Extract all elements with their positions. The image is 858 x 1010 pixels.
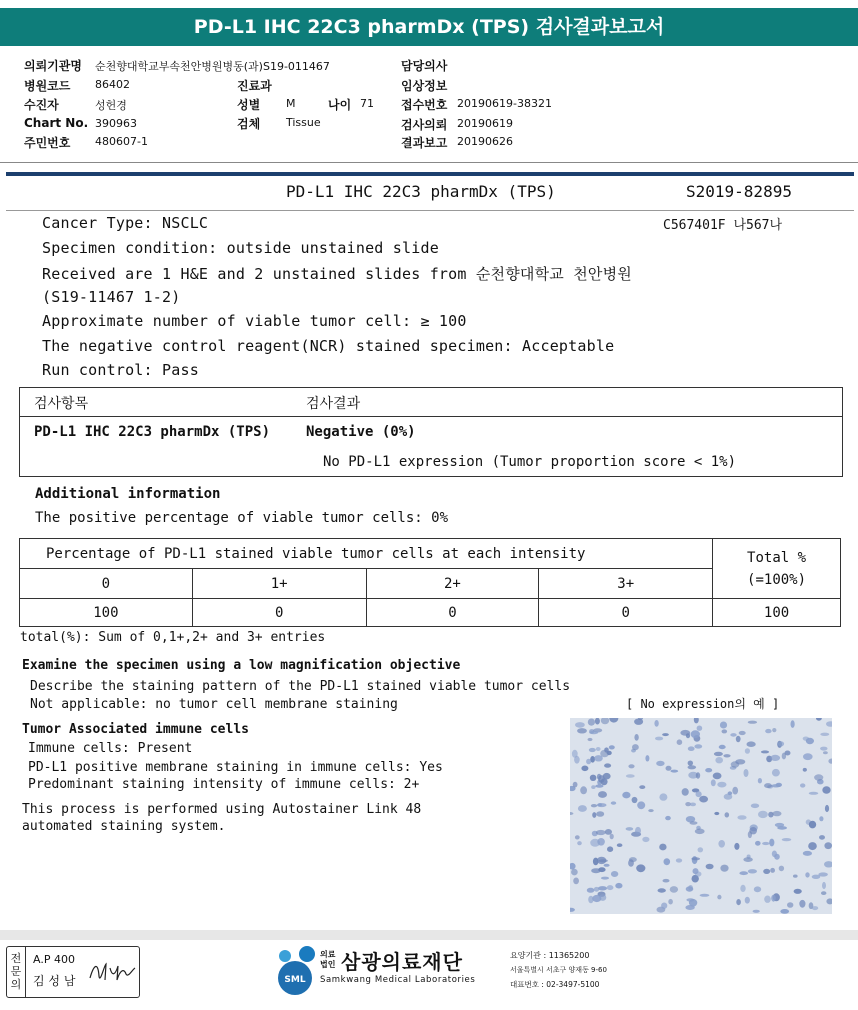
- cell-nucleus: [772, 728, 776, 732]
- cell-nucleus: [658, 888, 666, 892]
- cell-nucleus: [670, 886, 678, 893]
- immune-line: Immune cells: Present: [28, 741, 193, 756]
- cell-nucleus: [691, 730, 700, 738]
- cell-nucleus: [732, 787, 738, 795]
- cell-nucleus: [589, 731, 598, 734]
- cell-nucleus: [799, 900, 805, 908]
- cell-nucleus: [812, 875, 821, 879]
- cell-nucleus: [740, 885, 745, 892]
- intensity-header: Percentage of PD-L1 stained viable tumor cells at each intensity: [20, 539, 713, 569]
- cell-nucleus: [720, 865, 728, 872]
- cell-nucleus: [764, 896, 771, 903]
- cell-nucleus: [598, 803, 602, 806]
- cell-nucleus: [805, 872, 809, 877]
- label-resident-no: 주민번호: [24, 136, 71, 150]
- cell-nucleus: [637, 801, 645, 809]
- cell-nucleus: [635, 827, 641, 835]
- cell-nucleus: [688, 761, 693, 766]
- cell-nucleus: [596, 811, 604, 817]
- result-col-item-header: 검사항목: [34, 396, 89, 412]
- value-sex: M: [286, 97, 296, 110]
- cell-nucleus: [820, 747, 827, 751]
- label-department: 진료과: [237, 79, 272, 93]
- cell-nucleus: [611, 871, 618, 877]
- cell-nucleus: [615, 883, 622, 889]
- result-item: PD-L1 IHC 22C3 pharmDx (TPS): [34, 424, 271, 440]
- cell-nucleus: [586, 759, 591, 765]
- cell-nucleus: [632, 744, 639, 750]
- cell-nucleus: [747, 741, 756, 747]
- cell-nucleus: [778, 741, 784, 746]
- cell-nucleus: [770, 868, 775, 873]
- cell-nucleus: [668, 899, 673, 905]
- section-divider: [6, 172, 854, 176]
- divider: [19, 416, 843, 417]
- cell-nucleus: [825, 805, 829, 812]
- intensity-level: 0: [20, 569, 193, 599]
- cell-nucleus: [706, 864, 714, 870]
- report-title: PD-L1 IHC 22C3 pharmDx (TPS) 검사결과보고서: [0, 8, 858, 46]
- cell-nucleus: [697, 726, 703, 731]
- result-value: Negative (0%): [306, 424, 416, 440]
- cell-nucleus: [570, 812, 573, 815]
- cell-nucleus: [596, 747, 601, 751]
- cell-nucleus: [819, 816, 823, 821]
- cell-nucleus: [737, 815, 746, 820]
- logo-text: SML: [284, 975, 306, 985]
- cell-nucleus: [753, 910, 760, 913]
- cell-nucleus: [696, 772, 700, 778]
- cell-nucleus: [718, 840, 725, 848]
- cell-nucleus: [714, 752, 723, 756]
- cell-nucleus: [809, 821, 816, 829]
- cell-nucleus: [730, 733, 736, 737]
- immune-line: Predominant staining intensity of immune cells: 2+: [28, 777, 420, 792]
- cell-nucleus: [642, 837, 649, 842]
- cell-nucleus: [690, 803, 696, 807]
- report-line: Approximate number of viable tumor cell: ≥ 100: [42, 312, 467, 330]
- cell-nucleus: [758, 811, 768, 818]
- additional-text: The positive percentage of viable tumor cells: 0%: [35, 510, 449, 526]
- cell-nucleus: [809, 792, 819, 795]
- cell-nucleus: [719, 745, 726, 749]
- cell-nucleus: [822, 786, 830, 794]
- cell-nucleus: [581, 766, 588, 772]
- cell-nucleus: [575, 835, 580, 839]
- org-name: 삼광의료재단: [341, 950, 463, 974]
- cell-nucleus: [739, 731, 746, 735]
- cell-nucleus: [749, 827, 757, 834]
- cell-nucleus: [595, 784, 603, 787]
- intensity-level: 3+: [539, 569, 713, 599]
- micrograph-image: [570, 718, 832, 914]
- cell-nucleus: [577, 841, 582, 845]
- cell-nucleus: [648, 809, 653, 812]
- total-header: [713, 539, 841, 599]
- cell-nucleus: [800, 783, 805, 787]
- cell-nucleus: [632, 797, 638, 803]
- divider: [0, 162, 858, 163]
- cell-nucleus: [662, 733, 669, 736]
- cell-nucleus: [787, 902, 793, 908]
- value-age: 71: [360, 97, 374, 110]
- cell-nucleus: [609, 718, 618, 723]
- cell-nucleus: [573, 782, 578, 788]
- cell-nucleus: [598, 886, 607, 890]
- cell-nucleus: [728, 791, 733, 795]
- report-line: The negative control reagent(NCR) stained specimen: Acceptable: [42, 337, 615, 355]
- cell-nucleus: [587, 888, 595, 893]
- cell-nucleus: [603, 773, 611, 780]
- cell-nucleus: [700, 894, 710, 897]
- cell-nucleus: [604, 864, 610, 867]
- cell-nucleus: [617, 843, 623, 847]
- cell-nucleus: [688, 746, 695, 751]
- cell-nucleus: [772, 851, 777, 858]
- cell-nucleus: [659, 793, 667, 800]
- cell-nucleus: [686, 898, 694, 901]
- cell-nucleus: [791, 720, 795, 728]
- label-request-date: 검사의뢰: [401, 118, 448, 132]
- report-line: Run control: Pass: [42, 361, 199, 379]
- cell-nucleus: [654, 720, 658, 727]
- cell-nucleus: [609, 745, 615, 749]
- cell-nucleus: [754, 886, 761, 892]
- cell-nucleus: [821, 891, 826, 895]
- cell-nucleus: [770, 755, 780, 761]
- org-phone: 대표번호 : 02-3497-5100: [510, 980, 600, 989]
- cell-nucleus: [782, 838, 792, 841]
- cell-nucleus: [595, 718, 600, 725]
- cell-nucleus: [828, 759, 832, 764]
- cell-nucleus: [764, 783, 772, 788]
- intensity-table: [19, 538, 841, 627]
- cell-nucleus: [713, 773, 722, 780]
- cell-nucleus: [698, 847, 704, 852]
- cell-nucleus: [761, 750, 769, 753]
- cell-nucleus: [694, 744, 702, 748]
- cell-nucleus: [720, 722, 727, 729]
- cell-nucleus: [601, 718, 609, 724]
- cell-nucleus: [705, 768, 712, 772]
- value-resident-no: 480607-1: [95, 135, 148, 148]
- cell-nucleus: [803, 851, 812, 856]
- cell-nucleus: [588, 738, 593, 741]
- examine-line: Not applicable: no tumor cell membrane staining: [30, 697, 398, 712]
- total-value: 100: [713, 599, 841, 627]
- signature-icon: [88, 956, 138, 986]
- cell-nucleus: [634, 734, 638, 741]
- cell-nucleus: [823, 751, 828, 754]
- intensity-value: 0: [192, 599, 366, 627]
- org-prefix: [320, 950, 335, 970]
- cell-nucleus: [664, 858, 671, 865]
- value-specimen: Tissue: [286, 116, 321, 129]
- label-report-date: 결과보고: [401, 136, 448, 150]
- cell-nucleus: [715, 757, 723, 763]
- cell-nucleus: [578, 805, 587, 812]
- label-requesting-org: 의뢰기관명: [24, 59, 82, 73]
- result-detail: No PD-L1 expression (Tumor proportion score < 1%): [323, 454, 737, 470]
- cell-nucleus: [570, 863, 576, 870]
- cell-nucleus: [717, 895, 721, 900]
- cell-nucleus: [780, 909, 789, 914]
- example-caption: [ No expression의 예 ]: [626, 697, 780, 711]
- cell-nucleus: [610, 834, 614, 840]
- cell-nucleus: [591, 785, 595, 789]
- cell-nucleus: [735, 759, 745, 764]
- cell-nucleus: [666, 766, 672, 771]
- report-line: (S19-11467 1-2): [42, 288, 181, 306]
- examine-line: Describe the staining pattern of the PD-L1 stained viable tumor cells: [30, 679, 571, 694]
- cell-nucleus: [765, 729, 771, 733]
- cell-nucleus: [717, 782, 726, 788]
- cell-nucleus: [601, 877, 609, 880]
- cell-nucleus: [822, 882, 826, 889]
- cell-nucleus: [592, 812, 596, 818]
- cell-nucleus: [570, 908, 575, 912]
- cell-nucleus: [645, 755, 649, 761]
- cell-nucleus: [671, 770, 679, 773]
- cell-nucleus: [695, 829, 705, 835]
- cell-nucleus: [659, 844, 666, 851]
- cell-nucleus: [769, 839, 774, 847]
- cell-nucleus: [626, 827, 634, 831]
- cell-nucleus: [571, 869, 578, 876]
- value-patient: 성헌경: [95, 99, 127, 112]
- cell-nucleus: [814, 774, 823, 780]
- cell-nucleus: [693, 868, 699, 874]
- cell-nucleus: [808, 842, 817, 850]
- intensity-value: 100: [20, 599, 193, 627]
- cell-nucleus: [794, 889, 802, 894]
- cell-nucleus: [598, 791, 607, 798]
- report-line: Specimen condition: outside unstained slide: [42, 239, 439, 257]
- cell-nucleus: [688, 885, 693, 890]
- cell-nucleus: [661, 903, 667, 909]
- cell-nucleus: [599, 894, 606, 901]
- cells-pattern: [570, 718, 832, 914]
- cell-nucleus: [745, 897, 750, 904]
- cell-nucleus: [676, 858, 682, 862]
- result-col-result-header: 검사결과: [306, 396, 361, 412]
- intensity-level: 1+: [192, 569, 366, 599]
- cell-nucleus: [722, 729, 728, 733]
- immune-line: PD-L1 positive membrane staining in immune cells: Yes: [28, 760, 443, 775]
- cell-nucleus: [596, 830, 606, 835]
- cell-nucleus: [748, 721, 757, 724]
- cell-nucleus: [824, 842, 832, 849]
- cell-nucleus: [736, 899, 741, 905]
- value-chart-no: 390963: [95, 117, 137, 130]
- cell-nucleus: [816, 718, 822, 721]
- cell-nucleus: [604, 763, 611, 767]
- intensity-value: 0: [366, 599, 539, 627]
- cell-nucleus: [597, 774, 601, 780]
- value-hospital-code: 86402: [95, 78, 130, 91]
- footer-band: [0, 930, 858, 940]
- cell-nucleus: [691, 857, 700, 860]
- label-chart-no: Chart No.: [24, 116, 89, 130]
- ap-number: A.P 400: [33, 953, 75, 966]
- cell-nucleus: [682, 788, 689, 796]
- label-hospital-code: 병원코드: [24, 79, 71, 93]
- intensity-value: 0: [539, 599, 713, 627]
- org-address: 서울특별시 서초구 양재동 9-60: [510, 966, 607, 974]
- cell-nucleus: [736, 736, 741, 742]
- label-age: 나이: [328, 98, 352, 112]
- license-no: 요양기관 : 11365200: [510, 951, 590, 960]
- cell-nucleus: [677, 739, 683, 745]
- report-line: Received are 1 H&E and 2 unstained slides from 순천향대학교 천안병원: [42, 265, 632, 283]
- stamp-side-label: 전문의: [10, 952, 22, 991]
- test-name: PD-L1 IHC 22C3 pharmDx (TPS): [286, 182, 556, 201]
- cell-nucleus: [665, 816, 671, 820]
- immune-heading: Tumor Associated immune cells: [22, 722, 249, 737]
- divider: [6, 210, 854, 211]
- cell-nucleus: [590, 775, 597, 781]
- sml-logo-icon: [271, 944, 319, 996]
- cell-nucleus: [803, 768, 807, 772]
- label-doctor: 담당의사: [401, 59, 448, 73]
- cell-nucleus: [793, 875, 798, 878]
- cell-nucleus: [656, 761, 664, 766]
- cell-nucleus: [604, 747, 609, 752]
- process-line: automated staining system.: [22, 819, 226, 834]
- cell-nucleus: [694, 718, 699, 723]
- cell-nucleus: [723, 754, 730, 757]
- cell-nucleus: [763, 869, 770, 874]
- cell-nucleus: [639, 785, 645, 789]
- label-clinical-info: 임상정보: [401, 79, 448, 93]
- cell-nucleus: [597, 857, 606, 864]
- cell-nucleus: [826, 721, 832, 727]
- cell-nucleus: [626, 774, 635, 778]
- cell-nucleus: [699, 796, 708, 803]
- value-requesting-org: 순천향대학교부속천안병원병동(과)S19-011467: [95, 60, 330, 73]
- label-receipt-no: 접수번호: [401, 98, 448, 112]
- cell-nucleus: [771, 784, 781, 787]
- cell-nucleus: [589, 748, 596, 752]
- cell-nucleus: [655, 737, 663, 741]
- cell-nucleus: [607, 885, 614, 890]
- intensity-note: total(%): Sum of 0,1+,2+ and 3+ entries: [20, 630, 326, 645]
- org-prefix-line: 의료: [320, 950, 336, 959]
- report-number: S2019-82895: [686, 182, 792, 201]
- value-request-date: 20190619: [457, 117, 513, 130]
- cell-nucleus: [824, 861, 832, 867]
- cell-nucleus: [806, 738, 814, 744]
- value-receipt-no: 20190619-38321: [457, 97, 552, 110]
- label-sex: 성별: [237, 98, 261, 112]
- cell-nucleus: [743, 857, 752, 862]
- pathologist-name: 김 성 남: [33, 974, 76, 988]
- cell-nucleus: [782, 753, 786, 760]
- cell-nucleus: [598, 867, 605, 872]
- cell-nucleus: [751, 804, 759, 809]
- specimen-code: C567401F 나567나: [663, 218, 783, 233]
- intensity-level: 2+: [366, 569, 539, 599]
- cell-nucleus: [711, 779, 716, 786]
- cell-nucleus: [744, 769, 749, 777]
- cell-nucleus: [628, 764, 634, 768]
- cell-nucleus: [575, 722, 585, 728]
- cell-nucleus: [591, 804, 597, 807]
- cell-nucleus: [690, 821, 698, 824]
- report-line: Cancer Type: NSCLC: [42, 214, 209, 232]
- org-english: Samkwang Medical Laboratories: [320, 975, 476, 985]
- cell-nucleus: [762, 842, 769, 845]
- cell-nucleus: [588, 719, 595, 726]
- cell-nucleus: [611, 801, 616, 804]
- cell-nucleus: [820, 733, 829, 736]
- cell-nucleus: [696, 791, 702, 797]
- cell-nucleus: [771, 895, 776, 902]
- cell-nucleus: [775, 823, 784, 827]
- org-prefix-line: 법인: [320, 960, 336, 969]
- cell-nucleus: [680, 730, 690, 736]
- cell-nucleus: [748, 869, 757, 873]
- total-header-line: Total %: [747, 549, 807, 566]
- cell-nucleus: [622, 792, 630, 799]
- cell-nucleus: [714, 812, 719, 815]
- examine-heading: Examine the specimen using a low magnification objective: [22, 658, 461, 673]
- cell-nucleus: [725, 812, 730, 817]
- cell-nucleus: [734, 843, 739, 850]
- cell-nucleus: [607, 846, 613, 852]
- cell-nucleus: [597, 838, 605, 846]
- cell-nucleus: [739, 871, 748, 875]
- cell-nucleus: [826, 898, 832, 904]
- cell-nucleus: [636, 864, 645, 872]
- cell-nucleus: [755, 841, 761, 846]
- cell-nucleus: [629, 857, 637, 862]
- total-header-line: (=100%): [747, 571, 807, 588]
- cell-nucleus: [573, 878, 579, 885]
- cell-nucleus: [758, 778, 762, 783]
- cell-nucleus: [663, 879, 670, 883]
- process-line: This process is performed using Autostainer Link 48: [22, 802, 422, 817]
- cell-nucleus: [819, 835, 825, 840]
- label-patient: 수진자: [24, 98, 59, 112]
- cell-nucleus: [812, 906, 818, 910]
- cell-nucleus: [574, 756, 580, 764]
- cell-nucleus: [580, 786, 587, 794]
- cell-nucleus: [779, 866, 784, 872]
- value-report-date: 20190626: [457, 135, 513, 148]
- cell-nucleus: [803, 753, 813, 760]
- cell-nucleus: [745, 748, 750, 754]
- cell-nucleus: [688, 765, 697, 769]
- cell-nucleus: [772, 811, 781, 816]
- cell-nucleus: [577, 728, 587, 733]
- additional-heading: Additional information: [35, 486, 221, 502]
- cell-nucleus: [772, 769, 780, 777]
- label-specimen: 검체: [237, 117, 261, 131]
